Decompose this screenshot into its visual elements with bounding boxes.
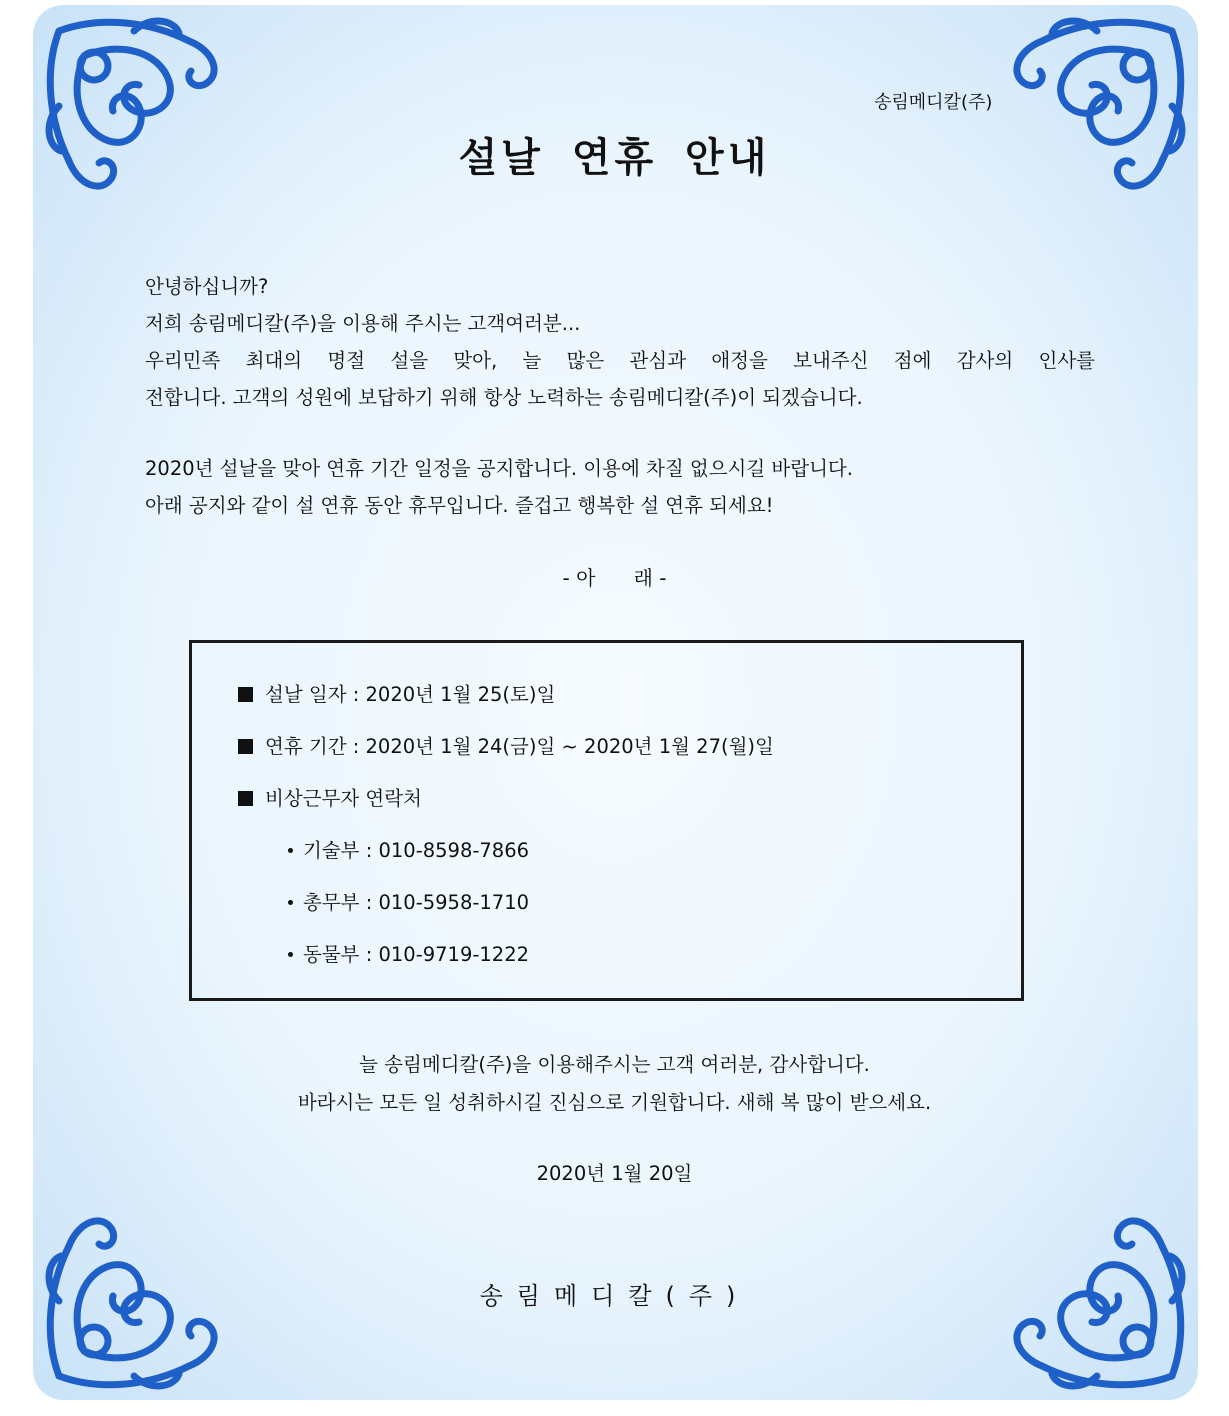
details-box bbox=[189, 640, 1024, 1001]
detail-row bbox=[238, 783, 422, 811]
dot-bullet-icon bbox=[288, 900, 293, 905]
contact-item bbox=[288, 939, 529, 967]
contact-item bbox=[288, 887, 529, 915]
dot-bullet-icon bbox=[288, 952, 293, 957]
detail-row bbox=[238, 679, 555, 707]
intro-line: 안녕하십니까? bbox=[145, 275, 269, 298]
notice-line: 2020년 설날을 맞아 연휴 기간 일정을 공지합니다. 이용에 차질 없으시길 바랍니다. bbox=[145, 457, 853, 480]
square-bullet-icon bbox=[238, 687, 253, 702]
dot-bullet-icon bbox=[288, 848, 293, 853]
intro-line: 전합니다. 고객의 성원에 보답하기 위해 항상 노력하는 송림메디칼(주)이 되겠습니다. bbox=[145, 386, 863, 409]
square-bullet-icon bbox=[238, 739, 253, 754]
intro-line: 우리민족 최대의 명절 설을 맞아, 늘 많은 관심과 애정을 보내주신 점에 감사의 인사를 bbox=[145, 349, 1095, 372]
contact-text: 총무부 : 010-5958-1710 bbox=[303, 891, 530, 914]
intro-paragraph bbox=[145, 268, 1095, 416]
closing-line: 바라시는 모든 일 성취하시길 진심으로 기원합니다. 새해 복 많이 받으세요. bbox=[297, 1091, 932, 1114]
below-label: - 아 래 - bbox=[562, 566, 667, 590]
company-name-header: 송림메디칼(주) bbox=[874, 92, 993, 113]
square-bullet-icon bbox=[238, 791, 253, 806]
holiday-period: 연휴 기간 : 2020년 1월 24(금)일 ~ 2020년 1월 27(월)일 bbox=[265, 735, 774, 758]
intro-line: 저희 송림메디칼(주)을 이용해 주시는 고객여러분... bbox=[145, 312, 581, 335]
signature: 송림메디칼(주) bbox=[479, 1282, 750, 1310]
emergency-title: 비상근무자 연락처 bbox=[265, 787, 422, 810]
detail-row bbox=[238, 731, 774, 759]
notice-line: 아래 공지와 같이 설 연휴 동안 휴무입니다. 즐겁고 행복한 설 연휴 되세요! bbox=[145, 494, 774, 517]
issue-date: 2020년 1월 20일 bbox=[536, 1162, 693, 1185]
contact-item bbox=[288, 835, 529, 863]
closing-paragraph bbox=[0, 1046, 1229, 1122]
contact-text: 동물부 : 010-9719-1222 bbox=[303, 943, 530, 966]
closing-line: 늘 송림메디칼(주)을 이용해주시는 고객 여러분, 감사합니다. bbox=[359, 1053, 870, 1076]
holiday-date: 설날 일자 : 2020년 1월 25(토)일 bbox=[265, 683, 556, 706]
contact-text: 기술부 : 010-8598-7866 bbox=[303, 839, 530, 862]
notice-paragraph bbox=[145, 450, 853, 524]
page-title: 설날 연휴 안내 bbox=[458, 135, 771, 181]
